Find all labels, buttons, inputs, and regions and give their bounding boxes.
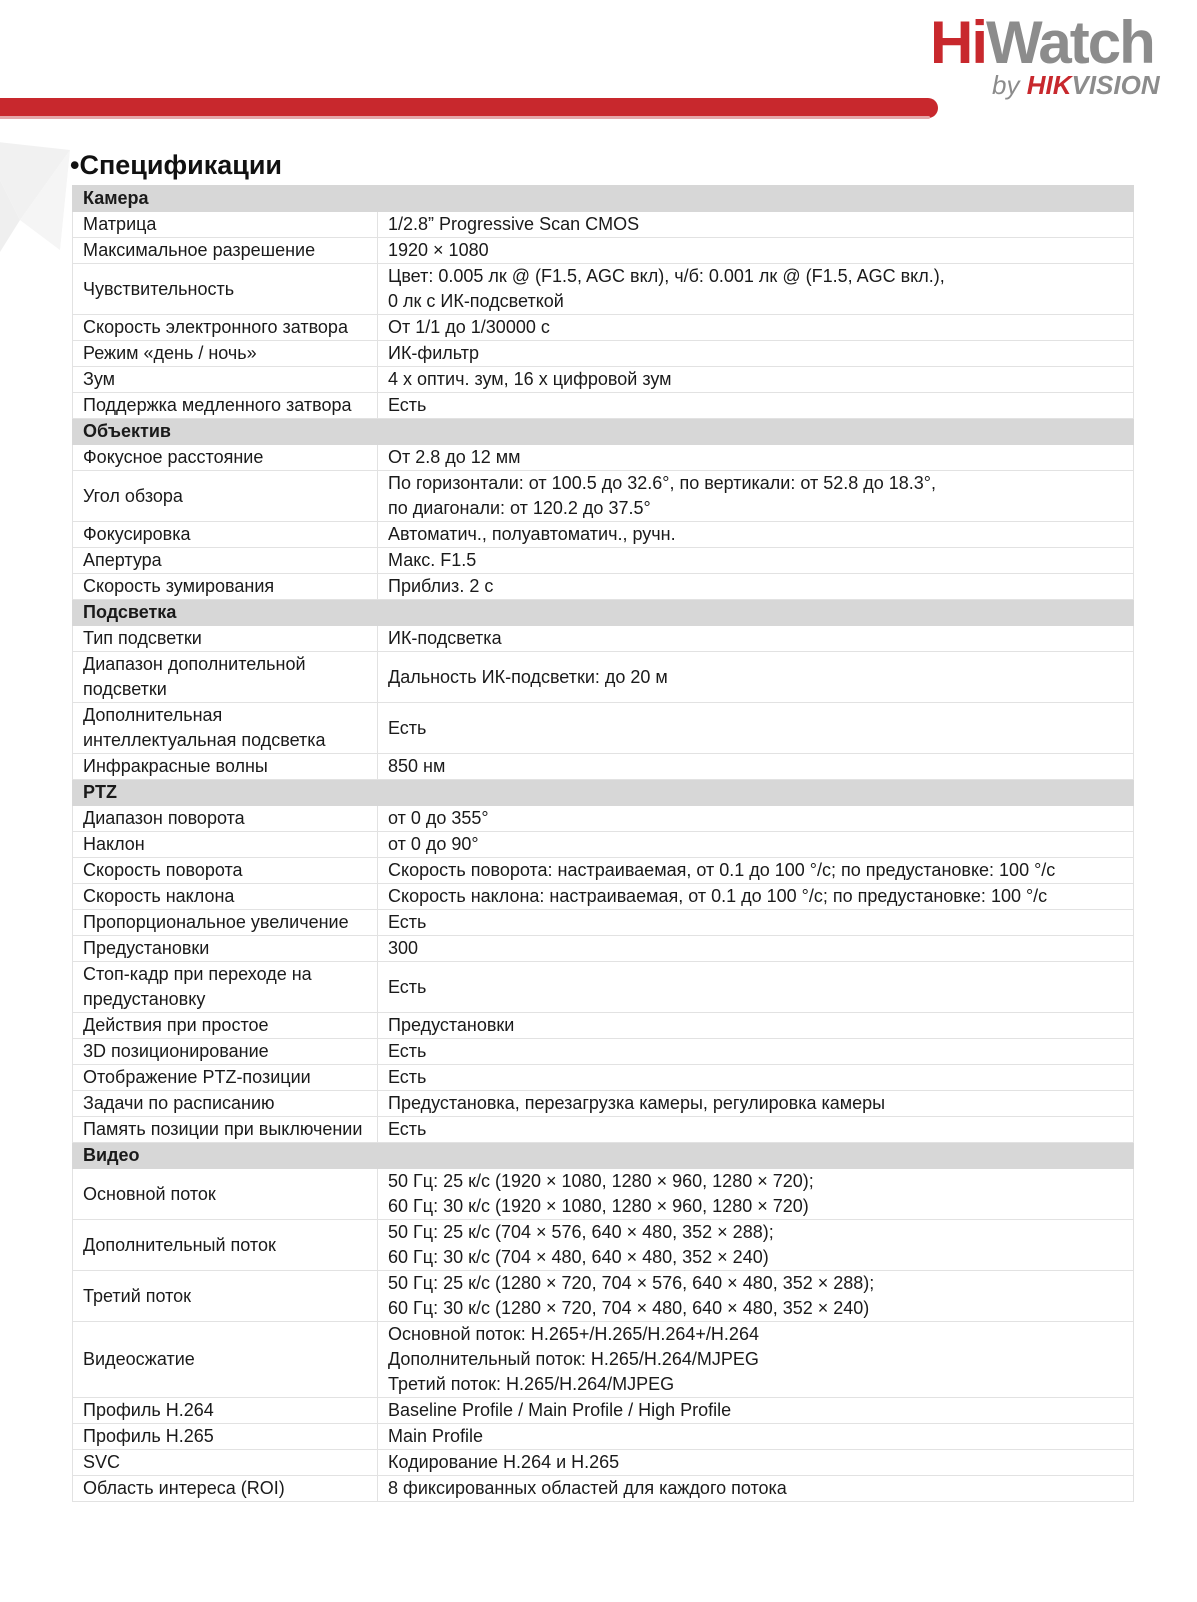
spec-value: [378, 858, 1134, 884]
spec-label: Видеосжатие: [73, 1322, 378, 1398]
spec-label: Дополнительная интеллектуальная подсветка: [73, 703, 378, 754]
header-red-bar: [0, 98, 938, 118]
spec-value-line: Скорость наклона: настраиваемая, от 0.1 до 100 °/с; по предустановке: 100 °/с: [388, 886, 1048, 906]
spec-value: [378, 212, 1134, 238]
spec-value-line: Дополнительный поток: H.265/H.264/MJPEG: [388, 1349, 759, 1369]
spec-label: Диапазон поворота: [73, 806, 378, 832]
spec-label: Профиль H.264: [73, 1398, 378, 1424]
spec-value: [378, 1271, 1134, 1322]
spec-value-line: Третий поток: H.265/H.264/MJPEG: [388, 1374, 675, 1394]
spec-row: [73, 1039, 1134, 1065]
spec-value-line: Main Profile: [388, 1426, 484, 1446]
spec-row: [73, 1013, 1134, 1039]
spec-label: Угол обзора: [73, 471, 378, 522]
spec-table-body: [73, 186, 1134, 1502]
spec-value-line: от 0 до 90°: [388, 834, 479, 854]
spec-value-line: 60 Гц: 30 к/с (1920 × 1080, 1280 × 960, 1280 × 720): [388, 1196, 809, 1216]
spec-value-line: Есть: [388, 912, 427, 932]
spec-value-line: ИК-фильтр: [388, 343, 480, 363]
section-header-row: [73, 780, 1134, 806]
spec-value-line: 8 фиксированных областей для каждого потока: [388, 1478, 787, 1498]
spec-value-line: 0 лк с ИК-подсветкой: [388, 291, 564, 311]
spec-label: Наклон: [73, 832, 378, 858]
spec-value-line: Есть: [388, 1119, 427, 1139]
spec-row: [73, 238, 1134, 264]
spec-value-line: Дальность ИК-подсветки: до 20 м: [388, 666, 668, 687]
spec-label: Зум: [73, 367, 378, 393]
spec-value: [378, 832, 1134, 858]
spec-value-line: 4 х оптич. зум, 16 х цифровой зум: [388, 369, 672, 389]
spec-value: [378, 1476, 1134, 1502]
section-title: PTZ: [73, 780, 1134, 806]
spec-row: [73, 1476, 1134, 1502]
spec-value: [378, 367, 1134, 393]
logo-tagline: by HIKVISION: [992, 70, 1160, 100]
spec-value: [378, 574, 1134, 600]
spec-label: Основной поток: [73, 1169, 378, 1220]
spec-label: Отображение PTZ-позиции: [73, 1065, 378, 1091]
spec-value: [378, 341, 1134, 367]
section-title: Объектив: [73, 419, 1134, 445]
spec-value-line: 1/2.8” Progressive Scan CMOS: [388, 214, 640, 234]
spec-label: SVC: [73, 1450, 378, 1476]
spec-label: Инфракрасные волны: [73, 754, 378, 780]
spec-label: Режим «день / ночь»: [73, 341, 378, 367]
spec-value-line: Скорость поворота: настраиваемая, от 0.1 до 100 °/с; по предустановке: 100 °/с: [388, 860, 1056, 880]
spec-label: Максимальное разрешение: [73, 238, 378, 264]
section-header-row: [73, 186, 1134, 212]
spec-row: [73, 315, 1134, 341]
spec-value: [378, 884, 1134, 910]
spec-label: Фокусное расстояние: [73, 445, 378, 471]
spec-value-line: 1920 × 1080: [388, 240, 489, 260]
spec-value: [378, 1424, 1134, 1450]
spec-label: Предустановки: [73, 936, 378, 962]
spec-row: [73, 1322, 1134, 1398]
spec-label: Третий поток: [73, 1271, 378, 1322]
spec-label: Действия при простое: [73, 1013, 378, 1039]
section-title: Видео: [73, 1143, 1134, 1169]
spec-label: Память позиции при выключении: [73, 1117, 378, 1143]
spec-value-line: Есть: [388, 395, 427, 415]
spec-label: Тип подсветки: [73, 626, 378, 652]
spec-value: [378, 522, 1134, 548]
spec-row: [73, 858, 1134, 884]
spec-value: [378, 626, 1134, 652]
spec-value-line: 50 Гц: 25 к/с (1280 × 720, 704 × 576, 640 × 480, 352 × 288);: [388, 1273, 875, 1293]
spec-row: [73, 341, 1134, 367]
spec-value-line: Автоматич., полуавтоматич., ручн.: [388, 524, 676, 544]
hiwatch-logo: [930, 8, 1180, 100]
spec-value: [378, 1450, 1134, 1476]
header-red-bar-shadow: [0, 116, 930, 119]
spec-row: [73, 212, 1134, 238]
spec-value-line: Основной поток: H.265+/H.265/H.264+/H.264: [388, 1324, 759, 1344]
spec-row: [73, 652, 1134, 703]
spec-label: 3D позиционирование: [73, 1039, 378, 1065]
spec-row: [73, 1271, 1134, 1322]
spec-value-line: 300: [388, 938, 419, 958]
spec-value-line: Есть: [388, 717, 427, 738]
spec-value-line: От 1/1 до 1/30000 с: [388, 317, 550, 337]
spec-label: Чувствительность: [73, 264, 378, 315]
spec-label: Апертура: [73, 548, 378, 574]
section-title: Камера: [73, 186, 1134, 212]
spec-value: [378, 264, 1134, 315]
spec-label: Диапазон дополнительной подсветки: [73, 652, 378, 703]
spec-value-line: Предустановки: [388, 1015, 515, 1035]
spec-value: [378, 1065, 1134, 1091]
spec-value-line: Baseline Profile / Main Profile / High Profile: [388, 1400, 732, 1420]
spec-row: [73, 522, 1134, 548]
spec-row: [73, 1424, 1134, 1450]
spec-row: [73, 445, 1134, 471]
spec-label: Скорость электронного затвора: [73, 315, 378, 341]
spec-value-line: ИК-подсветка: [388, 628, 502, 648]
spec-row: [73, 393, 1134, 419]
spec-value: [378, 1169, 1134, 1220]
spec-row: [73, 1169, 1134, 1220]
spec-value: [378, 1117, 1134, 1143]
spec-row: [73, 264, 1134, 315]
spec-value-line: Цвет: 0.005 лк @ (F1.5, AGC вкл), ч/б: 0.001 лк @ (F1.5, AGC вкл.),: [388, 266, 945, 286]
spec-value: [378, 471, 1134, 522]
page-title: •Спецификации: [70, 150, 283, 180]
spec-value: [378, 1039, 1134, 1065]
spec-value: [378, 445, 1134, 471]
spec-row: [73, 754, 1134, 780]
spec-value-line: От 2.8 до 12 мм: [388, 447, 521, 467]
spec-row: [73, 806, 1134, 832]
spec-value: [378, 1398, 1134, 1424]
spec-value-line: Макс. F1.5: [388, 550, 477, 570]
spec-value: [378, 548, 1134, 574]
spec-label: Матрица: [73, 212, 378, 238]
section-title: Подсветка: [73, 600, 1134, 626]
section-header-row: [73, 419, 1134, 445]
spec-value-line: По горизонтали: от 100.5 до 32.6°, по вертикали: от 52.8 до 18.3°,: [388, 473, 936, 493]
spec-label: Область интереса (ROI): [73, 1476, 378, 1502]
spec-value-line: Есть: [388, 1041, 427, 1061]
spec-label: Скорость зумирования: [73, 574, 378, 600]
spec-row: [73, 626, 1134, 652]
spec-value-line: от 0 до 355°: [388, 808, 489, 828]
spec-value-line: 850 нм: [388, 756, 446, 776]
spec-row: [73, 1065, 1134, 1091]
spec-label: Фокусировка: [73, 522, 378, 548]
spec-value: [378, 703, 1134, 754]
spec-value-line: Есть: [388, 976, 427, 997]
spec-value: [378, 754, 1134, 780]
spec-value: [378, 806, 1134, 832]
watermark-logo-icon: [0, 130, 80, 330]
spec-row: [73, 1220, 1134, 1271]
spec-value: [378, 652, 1134, 703]
spec-row: [73, 471, 1134, 522]
spec-value-line: по диагонали: от 120.2 до 37.5°: [388, 498, 651, 518]
spec-row: [73, 962, 1134, 1013]
spec-row: [73, 1450, 1134, 1476]
spec-row: [73, 574, 1134, 600]
spec-value: [378, 1091, 1134, 1117]
spec-value-line: Есть: [388, 1067, 427, 1087]
spec-value: [378, 936, 1134, 962]
spec-label: Дополнительный поток: [73, 1220, 378, 1271]
spec-row: [73, 548, 1134, 574]
spec-value: [378, 238, 1134, 264]
spec-row: [73, 1398, 1134, 1424]
spec-label: Скорость поворота: [73, 858, 378, 884]
spec-value: [378, 1220, 1134, 1271]
spec-label: Поддержка медленного затвора: [73, 393, 378, 419]
spec-value-line: Предустановка, перезагрузка камеры, регулировка камеры: [388, 1093, 886, 1113]
spec-label: Стоп-кадр при переходе на предустановку: [73, 962, 378, 1013]
spec-value: [378, 962, 1134, 1013]
spec-row: [73, 832, 1134, 858]
spec-label: Задачи по расписанию: [73, 1091, 378, 1117]
spec-row: [73, 936, 1134, 962]
spec-row: [73, 1117, 1134, 1143]
spec-value-line: Приблиз. 2 с: [388, 576, 494, 596]
spec-label: Пропорциональное увеличение: [73, 910, 378, 936]
spec-row: [73, 910, 1134, 936]
spec-value: [378, 1013, 1134, 1039]
section-header-row: [73, 600, 1134, 626]
spec-value: [378, 393, 1134, 419]
spec-row: [73, 1091, 1134, 1117]
logo-wordmark: HiWatch: [930, 9, 1154, 76]
spec-value: [378, 1322, 1134, 1398]
spec-value-line: 60 Гц: 30 к/с (704 × 480, 640 × 480, 352 × 240): [388, 1247, 769, 1267]
spec-value-line: 60 Гц: 30 к/с (1280 × 720, 704 × 480, 640 × 480, 352 × 240): [388, 1298, 870, 1318]
spec-value: [378, 910, 1134, 936]
spec-row: [73, 884, 1134, 910]
section-header-row: [73, 1143, 1134, 1169]
spec-label: Профиль H.265: [73, 1424, 378, 1450]
spec-table: [72, 185, 1134, 1502]
spec-row: [73, 367, 1134, 393]
spec-value-line: 50 Гц: 25 к/с (1920 × 1080, 1280 × 960, 1280 × 720);: [388, 1171, 814, 1191]
spec-row: [73, 703, 1134, 754]
spec-value-line: 50 Гц: 25 к/с (704 × 576, 640 × 480, 352 × 288);: [388, 1222, 774, 1242]
spec-value-line: Кодирование H.264 и H.265: [388, 1452, 620, 1472]
spec-value: [378, 315, 1134, 341]
spec-label: Скорость наклона: [73, 884, 378, 910]
